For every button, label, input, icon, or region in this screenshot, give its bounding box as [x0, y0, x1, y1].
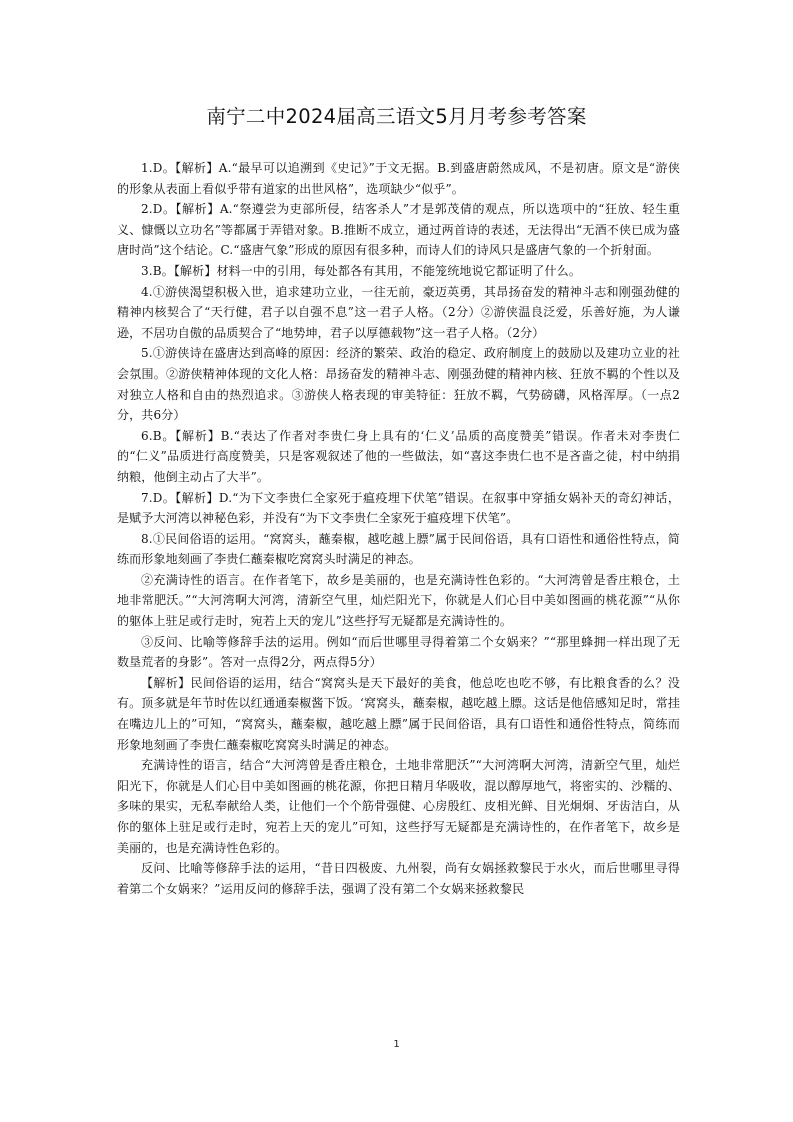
answer-1: 1.D。【解析】A.“最早可以追溯到《史记》”于文无据。B.到盛唐蔚然成风，不是初唐。原文是“游侠的形象从表面上看似乎带有道家的出世风格”，选项缺少“似乎”。: [117, 161, 680, 196]
answer-7: 7.D。【解析】D.“为下文李贵仁全家死于瘟疫埋下伏笔”错误。在叙事中穿插女娲补天的奇幻神话，是赋予大河湾以神秘色彩，并没有“为下文李贵仁全家死于瘟疫埋下伏笔”。: [117, 490, 680, 526]
answer-2: 2.D。【解析】A.“祭遵尝为吏部所侵，结客杀人”才是郭茂倩的观点，所以选项中的“狂放、轻生重义、慷慨以立功名”等都属于弄错对象。B.推断不成立，通过两首诗的表述，无法得出“无酒不侠已成为盛唐时尚”这个结论。C.“盛唐气象”形成的原因有很多种，而诗人们的诗风只是盛唐气象的一个折射面。: [117, 202, 680, 258]
answer-8-point-1: 8.①民间俗语的运用。“窝窝头，蘸秦椒，越吃越上膘”属于民间俗语，具有口语性和通俗性特点，简练而形象地刻画了李贵仁蘸秦椒吃窝窝头时满足的神态。: [117, 531, 680, 567]
answer-8-analysis-2: 充满诗性的语言，结合“大河湾曾是香庄粮仓，土地非常肥沃”“大河湾啊大河湾，清新空气里，灿烂阳光下，你就是人们心目中美如图画的桃花源，你把日精月华吸收，混以醇厚地气，将密实的、沙糯的、多味的果实，无私奉献给人类，让他们一个个筋骨强健、心房殷红、皮相光鲜、目光炯炯、牙齿洁白，从你的躯体上驻足或行走时，宛若上天的宠儿”可知，这些抒写无疑都是充满诗性的，在作者笔下，故乡是美丽的，也是充满诗性色彩的。: [117, 758, 680, 855]
answer-3: 3.B。【解析】材料一中的引用，每处都各有其用，不能笼统地说它都证明了什么。: [141, 263, 581, 278]
page-number: 1: [393, 1039, 400, 1050]
answer-8-analysis-3: 反问、比喻等修辞手法的运用，“昔日四极废、九州裂，尚有女娲拯救黎民于水火，而后世哪里寻得着第二个女娲来？”运用反问的修辞手法，强调了没有第二个女娲来拯救黎民: [117, 861, 680, 896]
answer-body: [117, 158, 680, 899]
answer-6: 6.B。【解析】B.“表达了作者对李贵仁身上具有的‘仁义’品质的高度赞美”错误。作者未对李贵仁的“仁义”品质进行高度赞美，只是客观叙述了他的一些做法，如“喜这李贵仁也不是吝啬之徒，村中纳捐纳粮，他倒主动占了大半”。: [117, 428, 680, 484]
answer-5: 5.①游侠诗在盛唐达到高峰的原因：经济的繁荣、政治的稳定、政府制度上的鼓励以及建功立业的社会氛围。②游侠精神体现的文化人格：昂扬奋发的精神斗志、刚强劲健的精神内核、狂放不羁的个性以及对独立人格和自由的热烈追求。③游侠人格表现的审美特征：狂放不羁，气势磅礴，风格浑厚。（一点2分，共6分）: [117, 346, 680, 423]
answer-8-point-3: ③反问、比喻等修辞手法的运用。例如“而后世哪里寻得着第二个女娲来？”“那里蜂拥一样出现了无数垦荒者的身影”。答对一点得2分，两点得5分）: [117, 634, 680, 670]
page-title: 南宁二中2024届高三语文5月月考参考答案: [206, 105, 587, 128]
answer-8-analysis: 【解析】民间俗语的运用，结合“窝窝头是天下最好的美食，他总吃也吃不够，有比粮食香的么？没有。顶多就是年节时佐以红通通秦椒酱下饭。‘窝窝头，蘸秦椒，越吃越上膘。这话是他倍感知足时，常挂在嘴边儿上的”可知，“窝窝头，蘸秦椒，越吃越上膘”属于民间俗语，具有口语性和通俗性特点，简练而形象地刻画了李贵仁蘸秦椒吃窝窝头时满足的神态。: [117, 675, 680, 752]
answer-4: 4.①游侠渴望积极入世，追求建功立业，一往无前，豪迈英勇，其昂扬奋发的精神斗志和刚强劲健的精神内核契合了“天行健，君子以自强不息”这一君子人格。（2分）②游侠温良泛爱，乐善好施，为人谦逊，不居功自傲的品质契合了“地势坤，君子以厚德载物”这一君子人格。（2分）: [117, 284, 680, 340]
answer-8-point-2: ②充满诗性的语言。在作者笔下，故乡是美丽的，也是充满诗性色彩的。“大河湾曾是香庄粮仓，土地非常肥沃。”“大河湾啊大河湾，清新空气里，灿烂阳光下，你就是人们心目中美如图画的桃花源”“从你的躯体上驻足或行走时，宛若上天的宠儿”这些抒写无疑都是充满诗性的。: [117, 572, 680, 629]
